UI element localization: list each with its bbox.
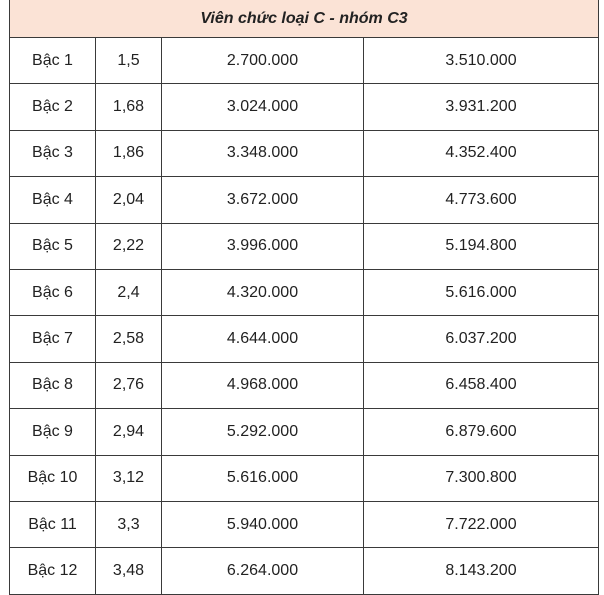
salary-cell: 3.024.000 — [162, 84, 364, 130]
grade-cell: Bậc 1 — [10, 38, 96, 84]
grade-cell: Bậc 8 — [10, 362, 96, 408]
salary-cell-2: 6.037.200 — [364, 316, 599, 362]
coefficient-cell: 3,3 — [96, 501, 162, 547]
coefficient-cell: 2,94 — [96, 409, 162, 455]
grade-cell: Bậc 3 — [10, 130, 96, 176]
salary-cell-2: 5.616.000 — [364, 269, 599, 315]
coefficient-cell: 1,86 — [96, 130, 162, 176]
grade-cell: Bậc 10 — [10, 455, 96, 501]
coefficient-cell: 3,12 — [96, 455, 162, 501]
table-row — [10, 223, 599, 269]
salary-cell-2: 3.931.200 — [364, 84, 599, 130]
salary-cell: 3.996.000 — [162, 223, 364, 269]
salary-cell-2: 8.143.200 — [364, 548, 599, 594]
coefficient-cell: 2,22 — [96, 223, 162, 269]
table-row — [10, 501, 599, 547]
table-row — [10, 84, 599, 130]
table-row — [10, 362, 599, 408]
salary-cell: 5.292.000 — [162, 409, 364, 455]
salary-cell-2: 7.722.000 — [364, 501, 599, 547]
table-row — [10, 130, 599, 176]
coefficient-cell: 1,68 — [96, 84, 162, 130]
salary-cell-2: 5.194.800 — [364, 223, 599, 269]
grade-cell: Bậc 2 — [10, 84, 96, 130]
grade-cell: Bậc 6 — [10, 269, 96, 315]
grade-cell: Bậc 11 — [10, 501, 96, 547]
grade-cell: Bậc 4 — [10, 177, 96, 223]
salary-cell: 2.700.000 — [162, 38, 364, 84]
salary-cell: 3.348.000 — [162, 130, 364, 176]
salary-cell-2: 3.510.000 — [364, 38, 599, 84]
table-row — [10, 455, 599, 501]
salary-cell-2: 7.300.800 — [364, 455, 599, 501]
coefficient-cell: 2,58 — [96, 316, 162, 362]
table-row — [10, 177, 599, 223]
table-row — [10, 409, 599, 455]
coefficient-cell: 3,48 — [96, 548, 162, 594]
salary-cell: 6.264.000 — [162, 548, 364, 594]
table-title: Viên chức loại C - nhóm C3 — [10, 0, 599, 38]
coefficient-cell: 2,04 — [96, 177, 162, 223]
salary-table — [9, 0, 599, 595]
salary-cell: 3.672.000 — [162, 177, 364, 223]
grade-cell: Bậc 7 — [10, 316, 96, 362]
salary-cell-2: 6.879.600 — [364, 409, 599, 455]
salary-cell: 4.320.000 — [162, 269, 364, 315]
salary-cell: 4.968.000 — [162, 362, 364, 408]
salary-cell: 4.644.000 — [162, 316, 364, 362]
table-row — [10, 548, 599, 594]
table-row — [10, 38, 599, 84]
grade-cell: Bậc 9 — [10, 409, 96, 455]
coefficient-cell: 2,76 — [96, 362, 162, 408]
salary-cell-2: 4.352.400 — [364, 130, 599, 176]
coefficient-cell: 1,5 — [96, 38, 162, 84]
salary-cell-2: 4.773.600 — [364, 177, 599, 223]
table-header-row — [10, 0, 599, 38]
salary-cell: 5.940.000 — [162, 501, 364, 547]
salary-table-body — [10, 0, 599, 594]
salary-cell: 5.616.000 — [162, 455, 364, 501]
coefficient-cell: 2,4 — [96, 269, 162, 315]
grade-cell: Bậc 12 — [10, 548, 96, 594]
table-row — [10, 269, 599, 315]
grade-cell: Bậc 5 — [10, 223, 96, 269]
salary-cell-2: 6.458.400 — [364, 362, 599, 408]
table-row — [10, 316, 599, 362]
